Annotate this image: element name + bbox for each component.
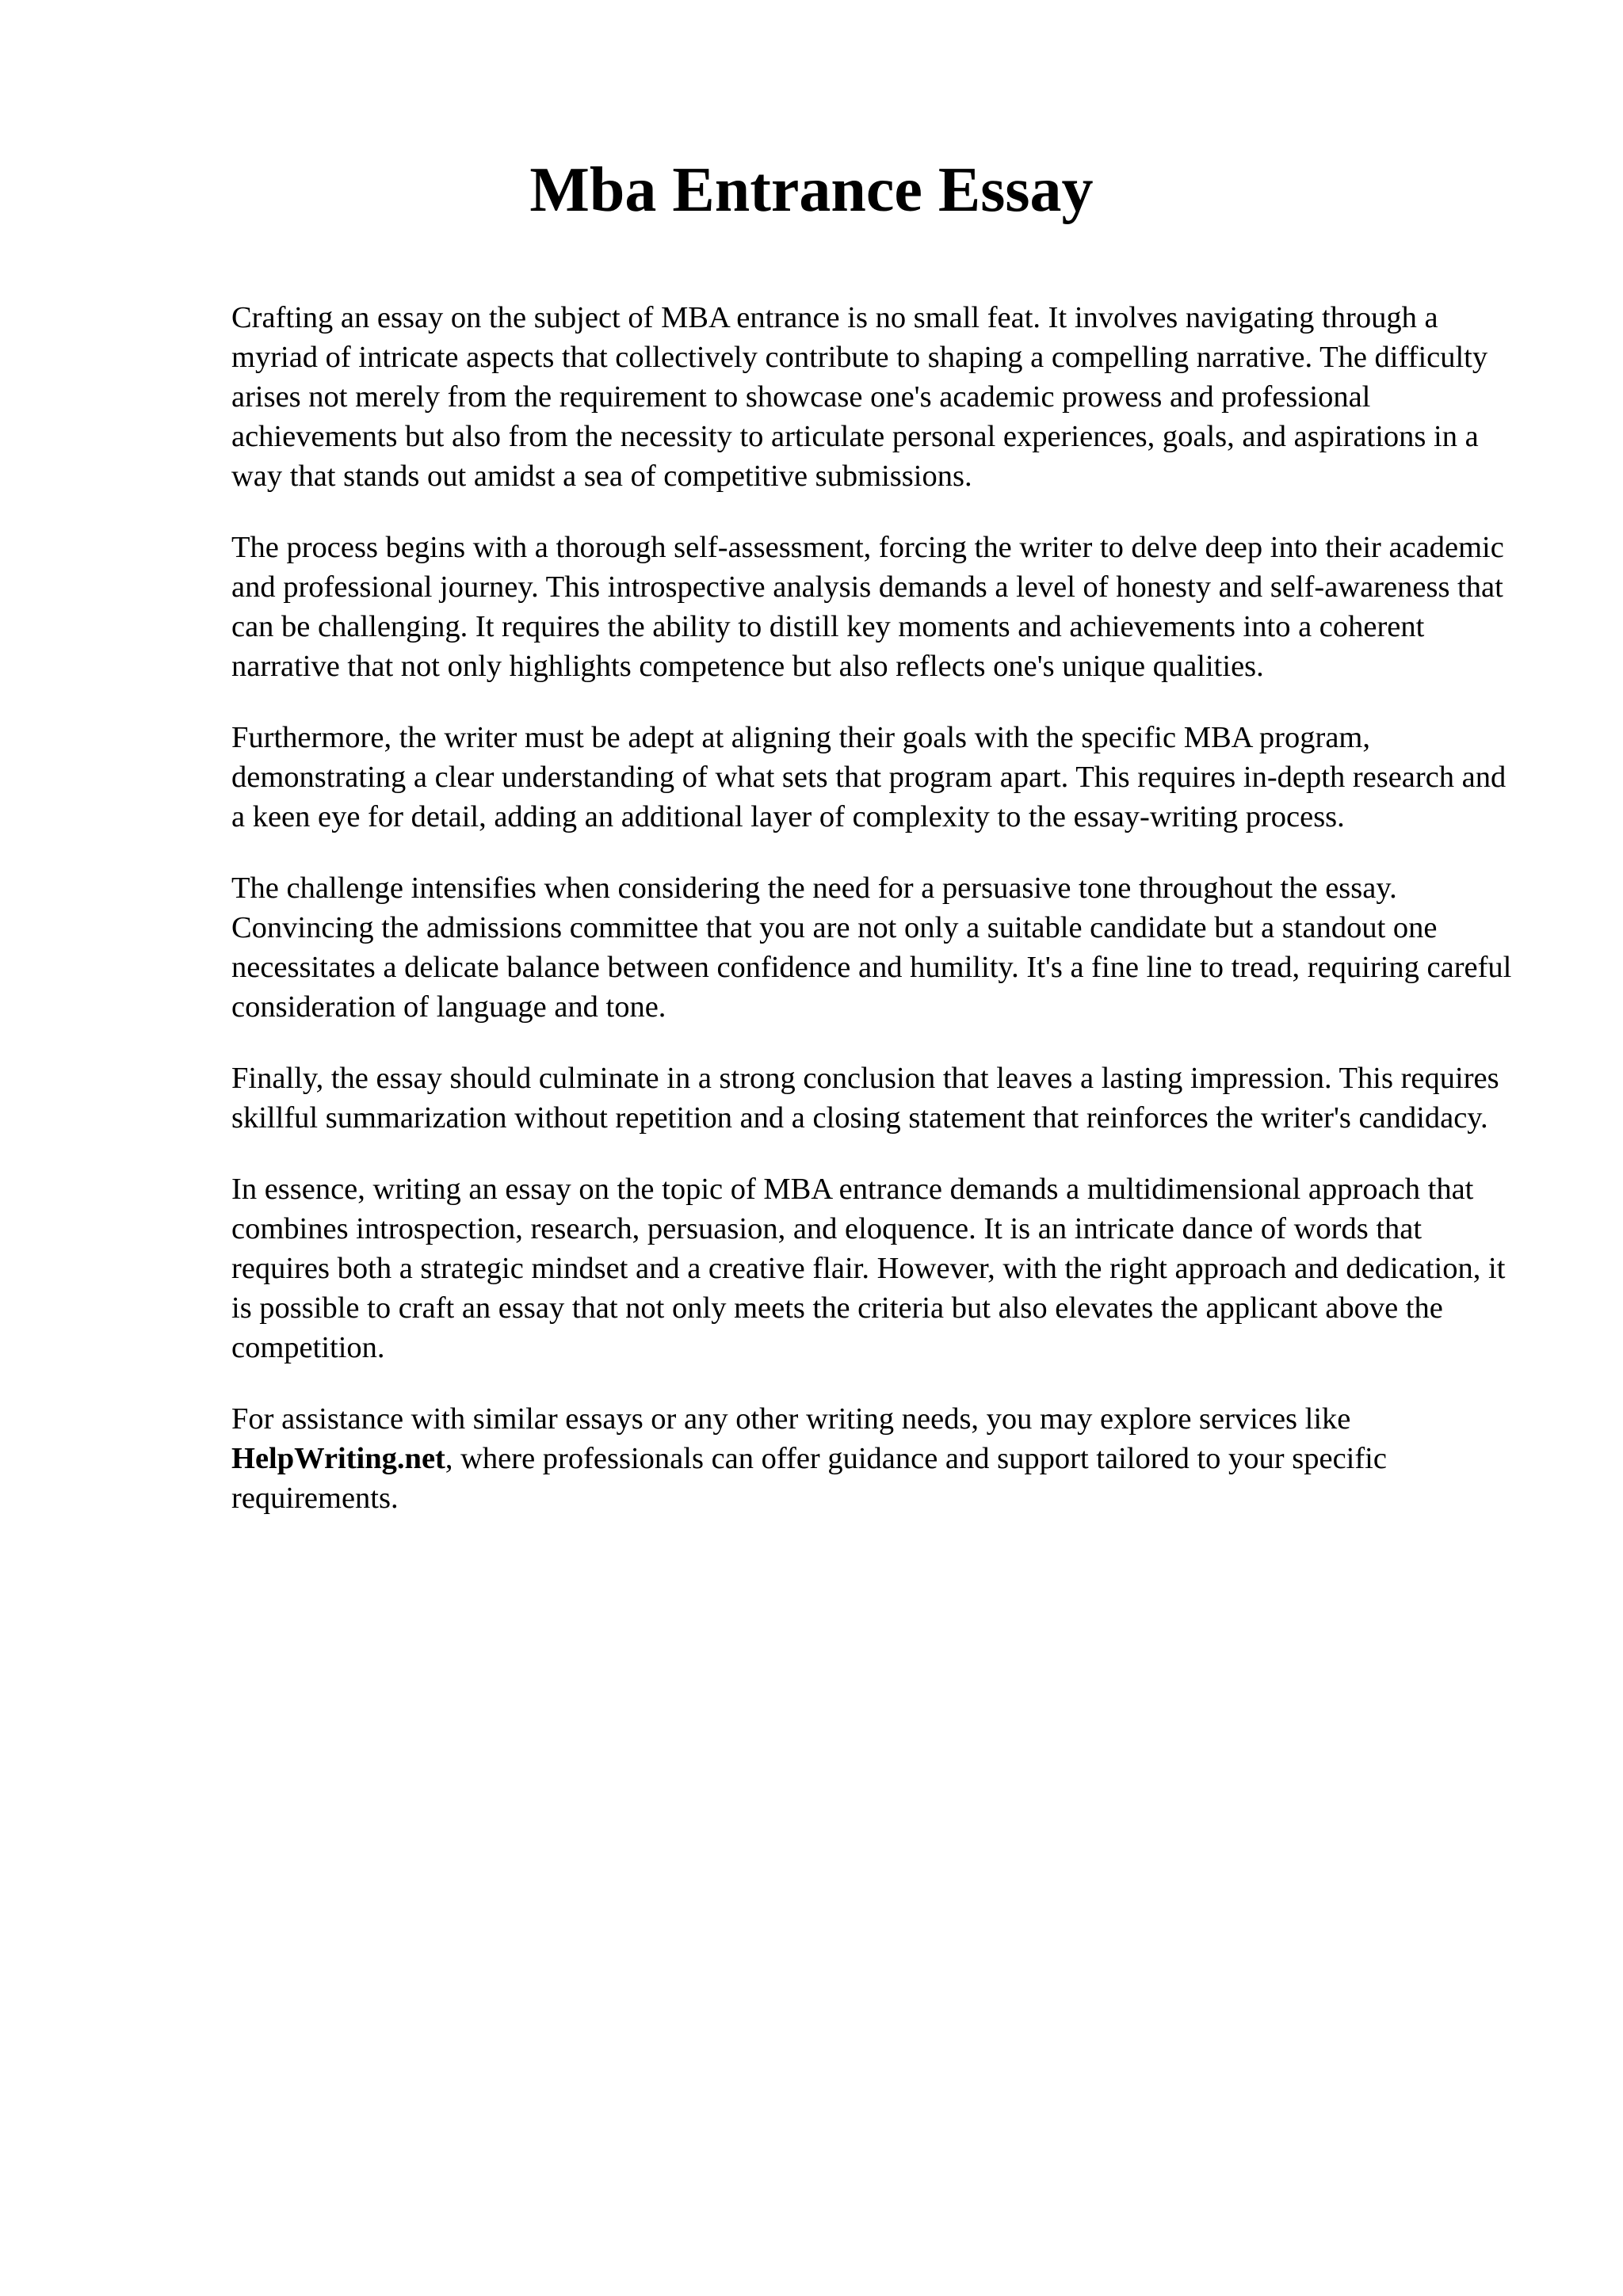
paragraph-essence: In essence, writing an essay on the topic of MBA entrance demands a multidimensional approach that combines introspection, research, persuasion, and eloquence. It is an intricate dance of words that requires both a strategic mindset and a creative flair. However, with the right approach and dedication, it is possible to craft an essay that not only meets the criteria but also elevates the applicant above the competition.: [231, 1173, 1506, 1364]
paragraph-conclusion: Finally, the essay should culminate in a strong conclusion that leaves a lasting impression. This requires skillful summarization without repetition and a closing statement that reinforces the writer's candidacy.: [231, 1062, 1499, 1135]
paragraph-program-alignment: Furthermore, the writer must be adept at aligning their goals with the specific MBA program, demonstrating a clear understanding of what sets that program apart. This requires in-depth research and a keen eye for detail, adding an additional layer of complexity to the essay-writing process.: [231, 721, 1507, 833]
brand-name: HelpWriting.net: [231, 1442, 445, 1475]
paragraph-persuasive-tone: The challenge intensifies when considering the need for a persuasive tone throughout the essay. Convincing the admissions committee that you are not only a suitable candidate but a standout one necessitates a delicate balance between confidence and humility. It's a fine line to tread, requiring careful consideration of language and tone.: [231, 871, 1512, 1024]
document-title: Mba Entrance Essay: [529, 155, 1094, 225]
closing-text-before: For assistance with similar essays or any other writing needs, you may explore services like: [231, 1402, 1351, 1436]
paragraph-closing: [231, 1399, 1515, 1518]
paragraph-self-assessment: The process begins with a thorough self-assessment, forcing the writer to delve deep into their academic and professional journey. This introspective analysis demands a level of honesty and self-awareness that can be challenging. It requires the ability to distill key moments and achievements into a coherent narrative that not only highlights competence but also reflects one's unique qualities.: [231, 531, 1504, 683]
document-body: [231, 298, 1515, 1550]
closing-text-after: , where professionals can offer guidance and support tailored to your specific requirements.: [231, 1442, 1387, 1515]
paragraph-intro: Crafting an essay on the subject of MBA entrance is no small feat. It involves navigating through a myriad of intricate aspects that collectively contribute to shaping a compelling narrative. The difficulty arises not merely from the requirement to showcase one's academic prowess and professional achievements but also from the necessity to articulate personal experiences, goals, and aspirations in a way that stands out amidst a sea of competitive submissions.: [231, 301, 1488, 493]
